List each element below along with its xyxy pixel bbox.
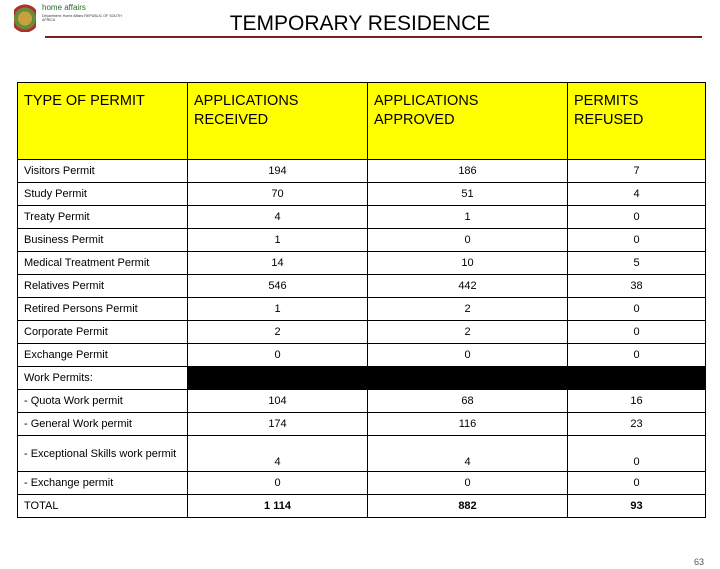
header-refused: PERMITS REFUSED [568,83,706,160]
logo-brand: home affairs [42,3,86,12]
refused-cell: 0 [568,206,706,229]
permit-type-cell: - General Work permit [18,413,188,436]
header-type: TYPE OF PERMIT [18,83,188,160]
received-cell: 194 [188,160,368,183]
refused-cell: 0 [568,321,706,344]
permit-type-cell: - Exchange permit [18,472,188,495]
refused-cell: 38 [568,275,706,298]
received-cell: 70 [188,183,368,206]
permit-type-cell: Study Permit [18,183,188,206]
permit-type-cell: Business Permit [18,229,188,252]
table-row [18,413,706,436]
refused-cell: 7 [568,160,706,183]
total-label: TOTAL [18,495,188,518]
table-row [18,275,706,298]
table-row [18,390,706,413]
table-row [18,160,706,183]
permit-type-cell: Retired Persons Permit [18,298,188,321]
permit-type-cell: Exchange Permit [18,344,188,367]
permit-type-cell: Treaty Permit [18,206,188,229]
blank-cell [188,367,368,390]
refused-cell: 0 [568,344,706,367]
header-approved: APPLICATIONS APPROVED [368,83,568,160]
table-row [18,321,706,344]
refused-cell: 5 [568,252,706,275]
table-row [18,252,706,275]
received-cell: 4 [188,206,368,229]
permit-type-cell: Visitors Permit [18,160,188,183]
permit-type-cell: Medical Treatment Permit [18,252,188,275]
permit-type-cell: - Exceptional Skills work permit [18,436,188,472]
table-row [18,344,706,367]
received-cell: 14 [188,252,368,275]
header-received: APPLICATIONS RECEIVED [188,83,368,160]
page-number: 63 [693,557,704,567]
received-cell: 0 [188,344,368,367]
title-divider [45,36,702,38]
permit-type-cell: - Quota Work permit [18,390,188,413]
table-row [18,472,706,495]
approved-cell: 442 [368,275,568,298]
refused-cell: 16 [568,390,706,413]
approved-cell: 68 [368,390,568,413]
refused-cell: 4 [568,183,706,206]
approved-cell: 186 [368,160,568,183]
refused-cell: 0 [568,472,706,495]
table-row [18,183,706,206]
refused-cell: 0 [568,436,706,472]
table-row [18,298,706,321]
table-row [18,206,706,229]
refused-cell: 0 [568,298,706,321]
received-cell: 174 [188,413,368,436]
received-cell: 4 [188,436,368,472]
refused-cell: 0 [568,229,706,252]
blank-cell [568,367,706,390]
approved-cell: 0 [368,229,568,252]
permit-type-cell: Corporate Permit [18,321,188,344]
permit-type-cell: Relatives Permit [18,275,188,298]
total-row [18,495,706,518]
received-cell: 0 [188,472,368,495]
total-received: 1 114 [188,495,368,518]
header-row [18,83,706,160]
blank-cell [368,367,568,390]
approved-cell: 1 [368,206,568,229]
received-cell: 104 [188,390,368,413]
total-refused: 93 [568,495,706,518]
table-row [18,436,706,472]
permit-table [17,82,706,518]
approved-cell: 116 [368,413,568,436]
approved-cell: 2 [368,321,568,344]
received-cell: 1 [188,298,368,321]
received-cell: 546 [188,275,368,298]
logo-subtitle: Department: Home Affairs REPUBLIC OF SOUTH AFRICA [42,14,122,22]
table-row [18,229,706,252]
total-approved: 882 [368,495,568,518]
approved-cell: 0 [368,472,568,495]
work-permits-label: Work Permits: [18,367,188,390]
approved-cell: 51 [368,183,568,206]
work-permits-row [18,367,706,390]
approved-cell: 10 [368,252,568,275]
approved-cell: 4 [368,436,568,472]
approved-cell: 2 [368,298,568,321]
received-cell: 2 [188,321,368,344]
received-cell: 1 [188,229,368,252]
approved-cell: 0 [368,344,568,367]
refused-cell: 23 [568,413,706,436]
page-title: TEMPORARY RESIDENCE [229,12,491,35]
